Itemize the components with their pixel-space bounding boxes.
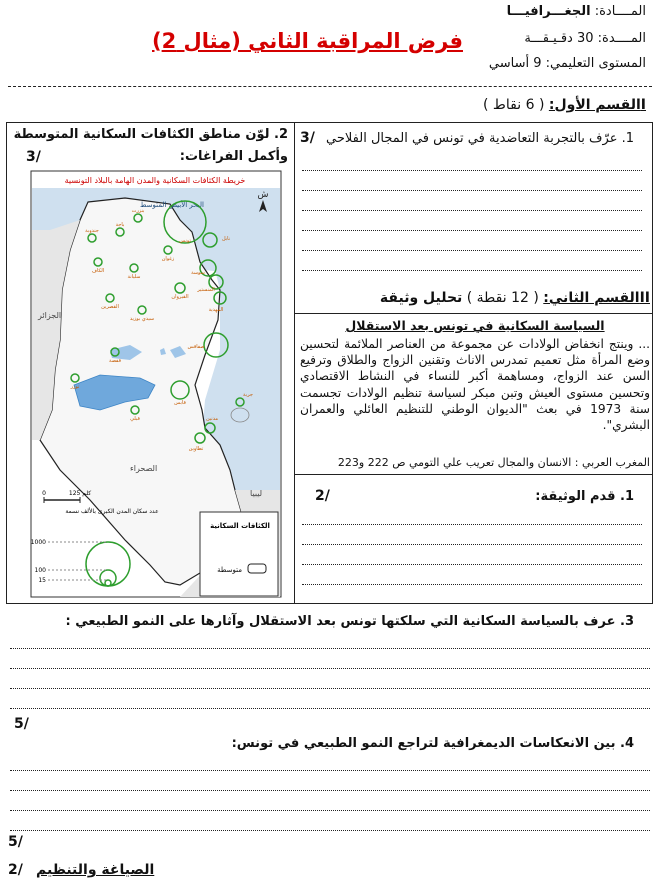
answer-line[interactable] — [302, 190, 642, 191]
answer-line[interactable] — [10, 688, 650, 689]
part1-q2-line1: 2. لوّن مناطق الكثافات السكانية المتوسطة — [13, 127, 288, 142]
answer-line[interactable] — [10, 668, 650, 669]
part2-q4: 4. بين الانعكاسات الديمغرافية لتراجع النمو الطبيعي في تونس: — [231, 736, 634, 751]
answer-line[interactable] — [302, 170, 642, 171]
algeria-label: الجزائر — [38, 311, 62, 320]
legend-value: 1000 — [30, 539, 46, 546]
part2-type: تحليل وثيقة — [379, 290, 463, 306]
city-label: زغوان — [161, 256, 175, 262]
city-label: سليانة — [127, 274, 141, 280]
city-label: صفاقس — [187, 344, 205, 350]
city-label: قابس — [174, 400, 186, 406]
part2-heading: IIالقسم الثاني: — [543, 290, 650, 306]
part1-q1-score: 3/ — [300, 130, 315, 146]
city-label: المهدية — [208, 307, 224, 313]
answer-line[interactable] — [302, 584, 642, 585]
city-label: قفصة — [109, 358, 121, 364]
part2-q4-score: 5/ — [8, 834, 23, 850]
answer-line[interactable] — [10, 770, 650, 771]
city-label: نابل — [221, 236, 231, 242]
city-label: توزر — [70, 384, 80, 390]
doc-source: المغرب العربي : الانسان والمجال تعريب علي التومي ص 222 و223 — [337, 456, 650, 469]
part1-q2-line2: وأكمل الفراغات: — [179, 149, 288, 164]
answer-line[interactable] — [10, 830, 650, 831]
answer-line[interactable] — [10, 810, 650, 811]
legend-value: 15 — [38, 577, 46, 584]
subject-label: المــــادة: — [594, 4, 646, 19]
header-divider — [8, 86, 652, 87]
answer-line[interactable] — [302, 524, 642, 525]
density-legend-title: الكثافات السكانية — [210, 522, 270, 530]
part1-heading: Iالقسم الأول: — [548, 97, 646, 113]
doc-bottom-divider — [294, 474, 653, 475]
city-label: قبلي — [130, 416, 140, 422]
map-title: خريطة الكثافات السكانية والمدن الهامة بالبلاد التونسية — [64, 176, 246, 185]
answer-line[interactable] — [302, 250, 642, 251]
footer-label: الصياغة والتنظيم — [36, 862, 155, 878]
city-label: جربة — [243, 392, 253, 398]
city-label: تونس — [179, 238, 191, 244]
density-medium: متوسطة — [217, 566, 242, 574]
duration-line: المــــدة: 30 دقـيـقـــة — [524, 31, 646, 46]
part2-q1: 1. قدم الوثيقة: — [535, 489, 634, 504]
city-label: بنزرت — [131, 208, 145, 214]
sahara-label: الصحراء — [130, 464, 158, 473]
footer-score: 2/ — [8, 862, 23, 878]
part2-q3-score: 5/ — [14, 716, 29, 732]
answer-line[interactable] — [302, 544, 642, 545]
page-title: فرض المراقبة الثاني (مثال 2) — [152, 29, 463, 53]
north-label: ش — [257, 190, 269, 200]
part1-q1-text: 1. عرّف بالتجربة التعاضدية في تونس في المجال الفلاحي — [326, 131, 634, 146]
doc-title: السياسة السكانية في تونس بعد الاستقلال — [345, 318, 605, 333]
table-horizontal-divider — [294, 313, 653, 314]
libya-label: ليبيا — [250, 489, 263, 498]
level-line: المستوى التعليمي: 9 أساسي — [488, 56, 646, 71]
circles-legend-title: عدد سكان المدن الكبرى بالألف نسمة — [65, 508, 159, 515]
city-label: سيدي بوزيد — [129, 316, 155, 322]
tunisia-map — [30, 170, 282, 598]
answer-line[interactable] — [302, 564, 642, 565]
answer-line[interactable] — [302, 230, 642, 231]
answer-line[interactable] — [10, 648, 650, 649]
part1-q2-score: 3/ — [26, 149, 41, 165]
city-label: القصرين — [101, 304, 119, 310]
answer-line[interactable] — [302, 210, 642, 211]
part2-heading-row — [380, 290, 650, 306]
city-label: مدنين — [205, 416, 219, 422]
part2-points: ( 12 نقطة ) — [466, 290, 539, 306]
part2-q3: 3. عرف بالسياسة السكانية التي سلكتها تونس بعد الاستقلال وآثارها على النمو الطبيعي : — [65, 614, 634, 629]
scale-zero: 0 — [42, 490, 46, 497]
part1-heading-row — [483, 97, 646, 113]
answer-line[interactable] — [10, 790, 650, 791]
table-vertical-divider — [294, 122, 295, 604]
subject-line — [507, 4, 646, 19]
city-label: باجة — [115, 222, 125, 228]
legend-value: 100 — [34, 567, 46, 574]
city-label: سوسة — [191, 270, 205, 276]
scale-label: 125 كلم — [68, 490, 92, 497]
doc-text: ... وينتج انخفاض الولادات عن مجموعة من العناصر الملائمة لتحسين وضع المرأة مثل تعميم تمدرس الاناث وتقنين الزواج والطلاق وترفيع السن عند الزواج، ومساهمة أكبر للنساء في النشاط الاقتصادي وتحسين مستوى العيش وتبن مبكر لسياسة تنظيم الولادات تجسمت سنة 1973 في بعث "الديوان الوطني للتنظيم العائلي والعمران البشري". — [300, 337, 650, 433]
sea-label: البحر الأبيض المتوسط — [140, 201, 204, 209]
density-swatch[interactable] — [248, 564, 266, 573]
city-label: جندوبة — [85, 228, 99, 234]
part1-points: ( 6 نقاط ) — [483, 97, 545, 113]
answer-line[interactable] — [10, 708, 650, 709]
part1-q1 — [326, 131, 634, 146]
city-label: القيروان — [171, 294, 189, 300]
answer-line[interactable] — [302, 270, 642, 271]
city-label: تطاوين — [188, 446, 204, 452]
city-label: المنستير — [197, 287, 215, 293]
part2-q1-score: 2/ — [315, 488, 330, 504]
city-label: الكاف — [91, 268, 105, 274]
subject-value: الجغـــرافيـــا — [506, 4, 591, 19]
